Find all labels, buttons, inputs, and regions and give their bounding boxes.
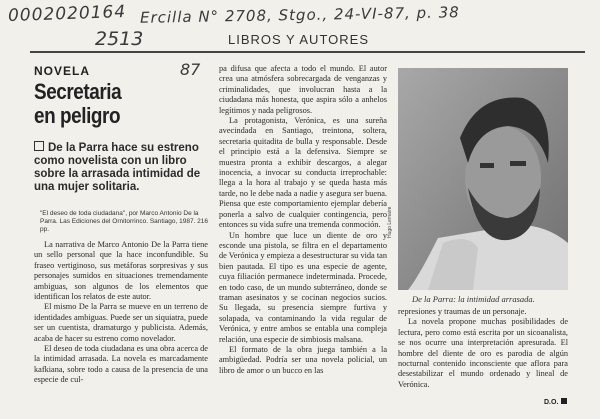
subhead	[34, 141, 208, 194]
signature-text: D.O.	[544, 399, 559, 406]
paragraph: El formato de la obra juega también a la ambigüedad. Podría ser una novela policial, un libro de amor o un bucco en las	[219, 344, 387, 375]
photo-caption: De la Parra: la intimidad arrasada.	[412, 294, 535, 304]
end-square-icon	[561, 398, 567, 404]
signature	[544, 398, 567, 406]
subhead-text: De la Parra hace su estreno como novelista con un libro sobre la arrasada intimidad de una mujer solitaria.	[34, 142, 201, 193]
archive-id-handwritten: 0002020164	[7, 1, 127, 27]
title-line-1: Secretaria	[34, 79, 122, 104]
paragraph: El mismo De la Parra se mueve en un terreno de identidades ambiguas. Puede ser un siquiatra, puede ser un cuentista, dramaturgo y publicista. Además, acaba de hacer su estreno como novelador.	[34, 302, 208, 343]
column-3	[398, 307, 568, 390]
paragraph: Un hombre que luce un diente de oro y esconde una pistola, se filtra en el departamento de Verónica y empieza a desestructurar su vida tan bien pautada. El tipo es una especie de agente, cuya filiación permanece indeterminada. Procede, en todo caso, de un mundo subterráneo, donde se traman asesinatos y se cocinan negocios sucios. Su llegada, su presencia siempre furtiva y solapada, va contaminando la vida regular de Verónica, y entre ambos se entabla una compleja relación, una especie de simbiosis malsana.	[219, 230, 387, 344]
author-photo	[398, 68, 568, 290]
paragraph: represiones y traumas de un personaje.	[398, 307, 527, 316]
section-label: LIBROS Y AUTORES	[228, 32, 369, 47]
paragraph: La protagonista, Verónica, es una sureña avecindada en Santiago, treintona, soltera, secretaria quitadita de bulla y responsable. Desde el principio está a la defensiva. Siempre se muestra pronta a exhibir descargos, a alegar inocencia, a invocar su conducta irreprochable: llega a la hora al trabajo y se queda hasta más tarde, no le debe nada a nadie y asegura ser buena. Piensa que este comportamiento ejemplar debería ponerla a salvo de cualquier contingencia, pero entonces su vida sufre una tremenda conmoción.	[219, 116, 387, 230]
square-bullet-icon	[34, 141, 44, 151]
book-credit: "El deseo de toda ciudadana", por Marco Antonio De la Parra. Las Ediciones del Ornitorrinco. Santiago, 1987. 216 pp.	[40, 210, 209, 233]
paragraph: pa difusa que afecta a todo el mundo. El autor crea una atmósfera sobrecargada de venganzas y criminalidades, que involucran hasta a la ciudadana más honesta, que aspira sólo a anhelos legítimos y nada peligrosos.	[219, 64, 387, 115]
column-1	[34, 240, 208, 386]
paragraph: La narrativa de Marco Antonio De la Parra tiene un sello personal que la hace inconfundible. Su fraseo vertiginoso, sus metáforas sorpresivas y sus personajes sumidos en situaciones tremendamente ambiguas, son algunos de los elementos que identifican los relatos de este autor.	[34, 240, 208, 302]
paragraph: El deseo de toda ciudadana es una obra acerca de la intimidad arrasada. La novela es marcadamente kafkiana, sobre todo a causa de la presencia de una especie de cul-	[34, 344, 208, 385]
kicker: NOVELA	[34, 64, 91, 78]
photo-credit: Hugo Lemaire	[387, 206, 393, 238]
source-handwritten: Ercilla N° 2708, Stgo., 24-VI-87, p. 38	[139, 3, 460, 27]
article-title	[34, 80, 189, 128]
catalog-number-handwritten: 2513	[95, 28, 144, 50]
header-rule	[30, 51, 585, 53]
column-2	[219, 64, 387, 376]
paragraph: La novela propone muchas posibilidades de lectura, pero como está escrita por un sicoanalista, se nos ocurre una interpretación apresurada. El hombre del diente de oro es parodia de algún nocturnal contenido inconsciente que aflora para desestabilizar el mundo ordenado y lineal de Verónica.	[398, 317, 568, 389]
page-mark-handwritten: 87	[180, 60, 201, 79]
title-line-2: en peligro	[34, 103, 121, 128]
